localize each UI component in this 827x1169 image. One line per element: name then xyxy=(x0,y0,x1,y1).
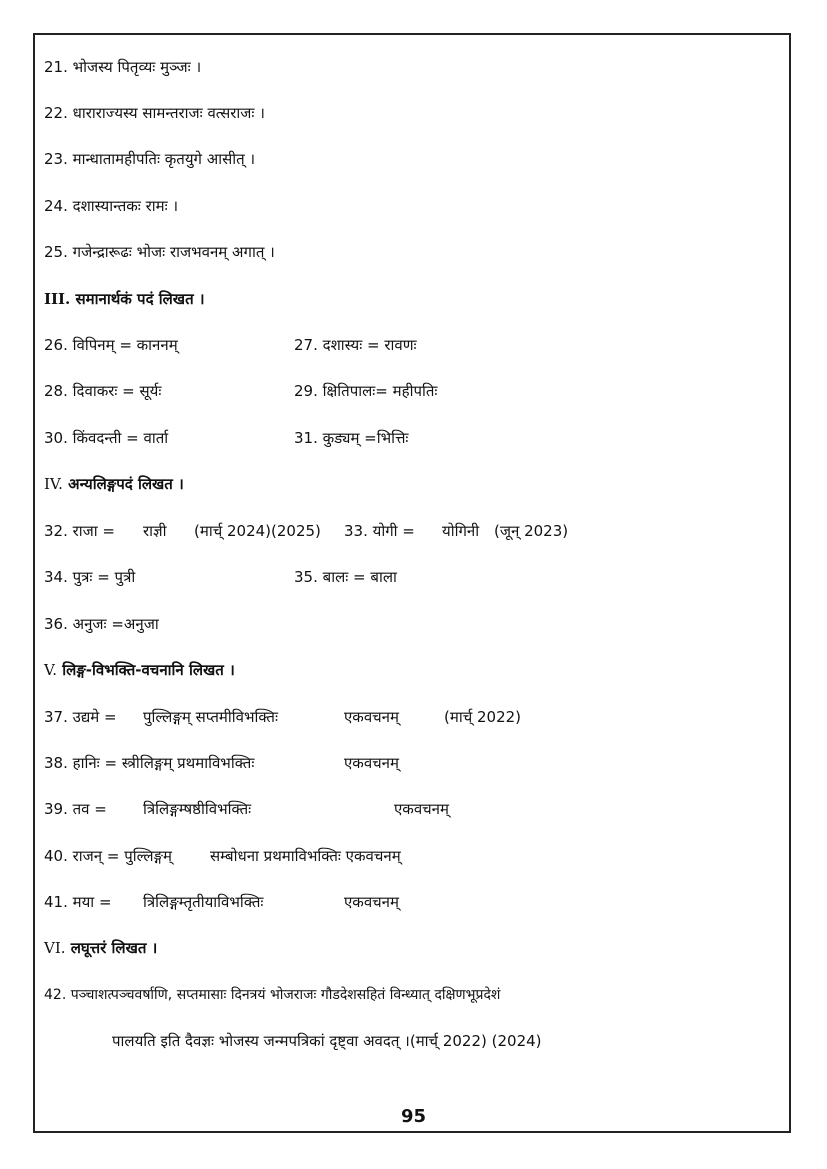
answer-28: 28. दिवाकरः = सूर्यः xyxy=(44,382,162,400)
section-5-heading xyxy=(44,660,235,680)
answer-39-gender-case: त्रिलिङ्गम्षष्ठीविभक्तिः xyxy=(143,800,252,818)
answer-38-question: 38. हानिः = स्त्रीलिङ्गम् प्रथमाविभक्तिः xyxy=(44,754,255,772)
answer-37-gender-case: पुल्लिङ्गम् सप्तमीविभक्तिः xyxy=(143,708,279,726)
answer-23: 23. मान्धातामहीपतिः कृतयुगे आसीत् । xyxy=(44,150,256,168)
section-6-heading xyxy=(44,938,157,958)
answer-33-question: 33. योगी = xyxy=(344,522,415,540)
answer-33-value: योगिनी xyxy=(442,522,480,540)
answer-31: 31. कुड्यम् =भित्तिः xyxy=(294,429,409,447)
answer-41-question: 41. मया = xyxy=(44,893,112,911)
answer-29: 29. क्षितिपालः= महीपतिः xyxy=(294,382,438,400)
answer-36: 36. अनुजः =अनुजा xyxy=(44,615,159,633)
answer-33-note: (जून् 2023) xyxy=(494,522,569,540)
answer-42-line-2: पालयति इति दैवज्ञः भोजस्य जन्मपत्रिकां दृष्ट्वा अवदत् ।(मार्च् 2022) (2024) xyxy=(112,1032,542,1050)
answer-24: 24. दशास्यान्तकः रामः । xyxy=(44,197,179,215)
answer-30: 30. किंवदन्ती = वार्ता xyxy=(44,429,169,447)
answer-32-value: राज्ञी xyxy=(143,522,167,540)
section-5-number: V. xyxy=(44,661,57,679)
section-5-title: लिङ्ग-विभक्ति-वचनानि लिखत । xyxy=(62,661,235,679)
answer-40-question: 40. राजन् = पुल्लिङ्गम् xyxy=(44,847,173,865)
answer-40-case-number: सम्बोधना प्रथमाविभक्तिः एकवचनम् xyxy=(210,847,401,865)
answer-39-question: 39. तव = xyxy=(44,800,107,818)
answer-42-line-1: 42. पञ्चाशत्पञ्चवर्षाणि, सप्तमासाः दिनत्रयं भोजराजः गौडदेशसहितं विन्ध्यात् दक्षिणभूप्रदेशं xyxy=(44,987,501,1003)
section-6-title: लघूत्तरं लिखत । xyxy=(70,939,158,957)
answer-25: 25. गजेन्द्रारूढः भोजः राजभवनम् अगात् । xyxy=(44,243,275,261)
answer-41-gender-case: त्रिलिङ्गम्तृतीयाविभक्तिः xyxy=(143,893,264,911)
answer-41-number: एकवचनम् xyxy=(344,893,399,911)
answer-32-question: 32. राजा = xyxy=(44,522,115,540)
page-number: 95 xyxy=(400,1106,427,1127)
answer-38-number: एकवचनम् xyxy=(344,754,399,772)
section-4-number: IV. xyxy=(44,475,63,493)
section-6-number: VI. xyxy=(44,939,66,957)
answer-37-number: एकवचनम् xyxy=(344,708,399,726)
section-4-heading xyxy=(44,474,184,494)
answer-22: 22. धाराराज्यस्य सामन्तराजः वत्सराजः । xyxy=(44,104,265,122)
answer-34: 34. पुत्रः = पुत्री xyxy=(44,568,136,586)
answer-27: 27. दशास्यः = रावणः xyxy=(294,336,417,354)
answer-37-question: 37. उद्यमे = xyxy=(44,708,117,726)
answer-32-note: (मार्च् 2024)(2025) xyxy=(194,522,321,540)
answer-37-note: (मार्च् 2022) xyxy=(444,708,522,726)
answer-26: 26. विपिनम् = काननम् xyxy=(44,336,178,354)
section-4-title: अन्यलिङ्गपदं लिखत । xyxy=(68,475,184,493)
answer-35: 35. बालः = बाला xyxy=(294,568,397,586)
answer-21: 21. भोजस्य पितृव्यः मुञ्जः । xyxy=(44,58,202,76)
answer-39-number: एकवचनम् xyxy=(394,800,449,818)
section-3-number: III. xyxy=(44,290,71,308)
section-3-heading xyxy=(44,289,205,309)
section-3-title: समानार्थकं पदं लिखत । xyxy=(75,290,205,308)
